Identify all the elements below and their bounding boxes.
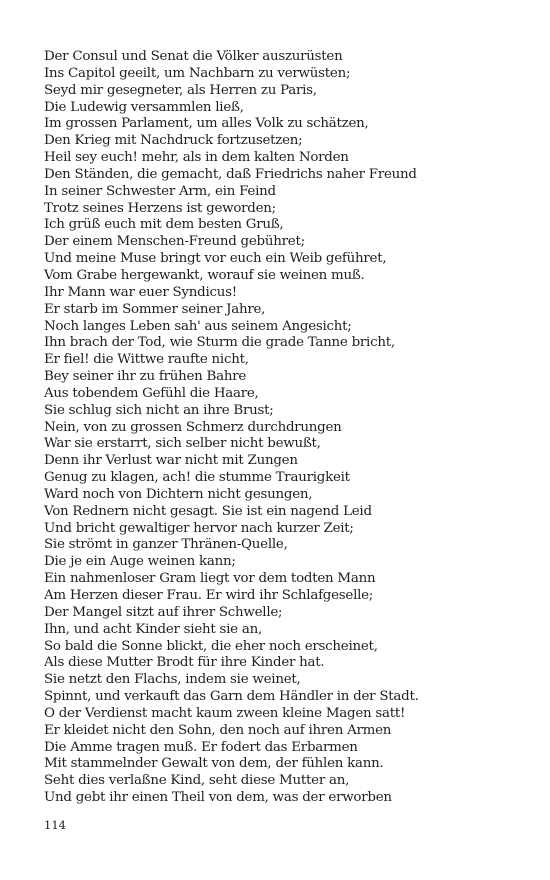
poem-line: Von Rednern nicht gesagt. Sie ist ein nagend Leid xyxy=(44,503,372,519)
poem-line: Die Ludewig versammlen ließ, xyxy=(44,99,244,115)
poem-line: War sie erstarrt, sich selber nicht bewußt, xyxy=(44,436,321,452)
poem-line: Aus tobendem Gefühl die Haare, xyxy=(44,385,259,401)
poem-line: Und meine Muse bringt vor euch ein Weib geführet, xyxy=(44,251,387,267)
poem-line: Seht dies verlaßne Kind, seht diese Mutter an, xyxy=(44,773,350,789)
poem-line: So bald die Sonne blickt, die eher noch erscheinet, xyxy=(44,638,378,654)
poem-line: Der einem Menschen-Freund gebühret; xyxy=(44,234,305,250)
poem-line: Die je ein Auge weinen kann; xyxy=(44,554,236,570)
poem-line: Sie schlug sich nicht an ihre Brust; xyxy=(44,402,274,418)
poem-line: Ihr Mann war euer Syndicus! xyxy=(44,284,237,300)
poem-line: Seyd mir gesegneter, als Herren zu Paris, xyxy=(44,82,317,98)
poem-line: Ins Capitol geeilt, um Nachbarn zu verwüsten; xyxy=(44,65,351,81)
poem-line: In seiner Schwester Arm, ein Feind xyxy=(44,183,276,199)
poem-line: Den Ständen, die gemacht, daß Friedrichs naher Freund xyxy=(44,166,417,182)
page-number: 114 xyxy=(44,818,66,832)
poem-line: Bey seiner ihr zu frühen Bahre xyxy=(44,369,247,385)
poem-line: Nein, von zu grossen Schmerz durchdrungen xyxy=(44,419,342,435)
poem-text xyxy=(44,49,514,807)
poem-line: Als diese Mutter Brodt für ihre Kinder hat. xyxy=(44,655,325,671)
poem-line: Ihn, und acht Kinder sieht sie an, xyxy=(44,621,262,637)
poem-line: Die Amme tragen muß. Er fodert das Erbarmen xyxy=(44,739,358,755)
poem-line: O der Verdienst macht kaum zween kleine Magen satt! xyxy=(44,705,406,721)
poem-line: Ein nahmenloser Gram liegt vor dem todten Mann xyxy=(44,571,376,587)
poem-line: Am Herzen dieser Frau. Er wird ihr Schlafgeselle; xyxy=(44,588,374,603)
poem-line: Noch langes Leben sah' aus seinem Angesicht; xyxy=(44,318,352,334)
poem-line: Heil sey euch! mehr, als in dem kalten Norden xyxy=(44,150,349,166)
poem-line: Er starb im Sommer seiner Jahre, xyxy=(44,301,266,317)
poem-line: Sie strömt in ganzer Thränen-Quelle, xyxy=(44,537,288,553)
poem-line: Trotz seines Herzens ist geworden; xyxy=(44,200,276,216)
poem-line: Und gebt ihr einen Theil von dem, was der erworben xyxy=(44,790,392,806)
poem-line: Der Mangel sitzt auf ihrer Schwelle; xyxy=(44,604,283,620)
poem-line: Und bricht gewaltiger hervor nach kurzer Zeit; xyxy=(44,520,354,536)
poem-line: Ihn brach der Tod, wie Sturm die grade Tanne bricht, xyxy=(44,335,395,351)
poem-line: Im grossen Parlament, um alles Volk zu schätzen, xyxy=(44,116,369,132)
poem-line: Ich grüß euch mit dem besten Gruß, xyxy=(44,217,284,233)
poem-line: Ward noch von Dichtern nicht gesungen, xyxy=(44,486,313,502)
poem-line: Mit stammelnder Gewalt von dem, der fühlen kann. xyxy=(44,756,384,772)
poem-line: Vom Grabe hergewankt, worauf sie weinen muß. xyxy=(44,267,365,283)
poem-line: Denn ihr Verlust war nicht mit Zungen xyxy=(44,453,298,469)
poem-line: Er fiel! die Wittwe raufte nicht, xyxy=(44,352,249,368)
poem-line: Spinnt, und verkauft das Garn dem Händler in der Stadt. xyxy=(44,689,419,705)
poem-line: Genug zu klagen, ach! die stumme Traurigkeit xyxy=(44,470,350,486)
poem-line: Er kleidet nicht den Sohn, den noch auf ihren Armen xyxy=(44,722,392,738)
poem-line: Den Krieg mit Nachdruck fortzusetzen; xyxy=(44,133,303,149)
poem-line: Der Consul und Senat die Völker auszurüsten xyxy=(44,49,343,64)
poem-line: Sie netzt den Flachs, indem sie weinet, xyxy=(44,672,301,688)
